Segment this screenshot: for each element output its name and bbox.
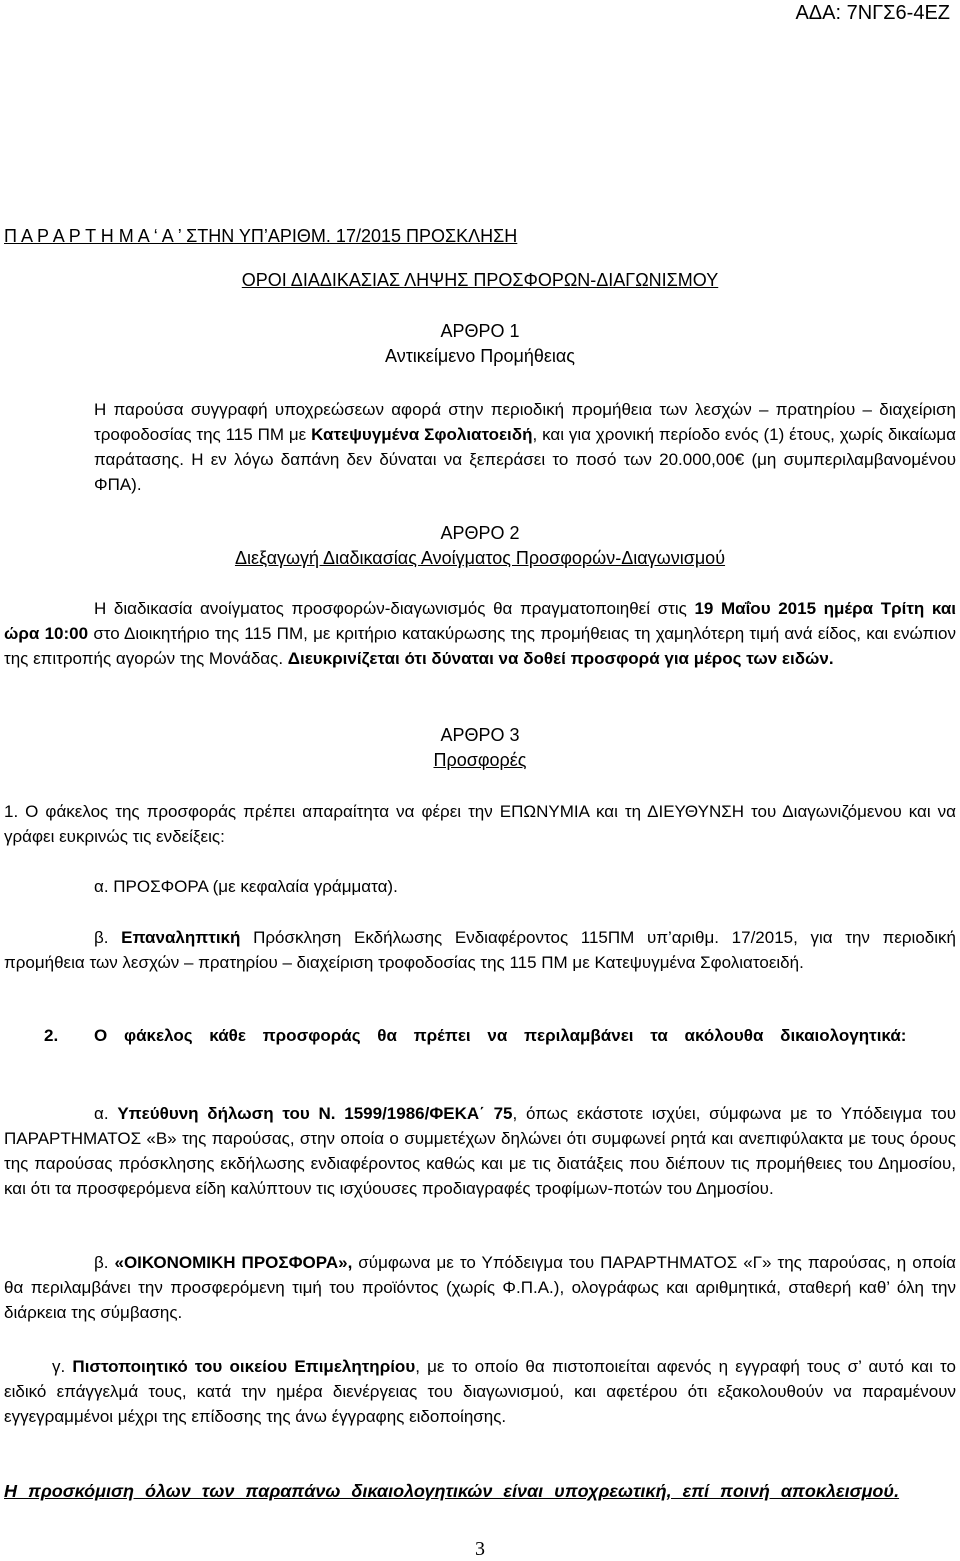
article3-subheading: Προσφορές <box>433 750 527 770</box>
article2-heading: ΑΡΘΡΟ 2 <box>440 523 520 543</box>
article3-p1b-text: Πρόσκληση Εκδήλωσης Ενδιαφέροντος 115ΠΜ υπ’αριθμ. 17/2015, για την περιοδική προμήθεια των λεσχών – πρατηρίου – διαχείριση τροφοδοσίας της 115 ΠΜ με Κατεψυγμένα Σφολιατοειδή. <box>4 928 956 972</box>
article3-p2b-text: σύμφωνα με το Υπόδειγμα του ΠΑΡΑΡΤΗΜΑΤΟΣ «Γ» της παρούσας, η οποία θα περιλαμβάνει την προσφερόμενη τιμή του προϊόντος (χωρίς Φ.Π.Α.), ολογράφως και αριθμητικά, σταθερή καθ’ όλη την διάρκεια της σύμβασης. <box>4 1253 957 1322</box>
article1-heading: ΑΡΘΡΟ 1 <box>440 321 520 341</box>
annex-title: Π Α Ρ Α Ρ Τ Η Μ Α ‘ Α ’ ΣΤΗΝ ΥΠ’ΑΡΙΘΜ. 17/2015 ΠΡΟΣΚΛΗΣΗ <box>4 226 518 246</box>
article2-text-a: Η διαδικασία ανοίγματος προσφορών-διαγωνισμός θα πραγματοποιηθεί στις <box>94 599 695 618</box>
terms-title: ΟΡΟΙ ΔΙΑΔΙΚΑΣΙΑΣ ΛΗΨΗΣ ΠΡΟΣΦΟΡΩΝ-ΔΙΑΓΩΝΙΣΜΟΥ <box>241 270 719 290</box>
article2-paragraph <box>4 596 956 671</box>
article3-p2 <box>4 1023 956 1048</box>
article3-p2a-prefix: α. <box>94 1104 118 1123</box>
article3-p2-num: 2. <box>44 1026 59 1045</box>
article3-p2a-bold: Υπεύθυνη δήλωση του Ν. 1599/1986/ΦΕΚΑ΄ 75 <box>117 1104 513 1123</box>
article3-heading: ΑΡΘΡΟ 3 <box>440 725 520 745</box>
ada-code: ΑΔΑ: 7ΝΓΣ6-4ΕΖ <box>795 2 950 24</box>
article3-p2c-text: , με το οποίο θα πιστοποιείται αφενός η εγγραφή τους σ’ αυτό και το ειδικό επάγγελμά τους, κατά την ημέρα διενέργειας του διαγωνισμού, και αφετέρου ότι εξακολουθούν να παραμένουν εγγεγραμμένοι μέχρι της επίδοσης της άνω έγγραφης ειδοποίησης. <box>4 1357 956 1426</box>
article3-p2c <box>4 1354 956 1429</box>
article2-text-b: στο Διοικητήριο της 115 ΠΜ, με κριτήριο κατακύρωσης της προμήθειας τη χαμηλότερη τιμή ανά είδος, και ενώπιον της επιτροπής αγορών της Μονάδας. <box>4 624 956 668</box>
article3-p1b-prefix: β. <box>94 928 122 947</box>
article2-subheading: Διεξαγωγή Διαδικασίας Ανοίγματος Προσφορών-Διαγωνισμού <box>234 548 726 568</box>
article3-p1: 1. Ο φάκελος της προσφοράς πρέπει απαραίτητα να φέρει την ΕΠΩΝΥΜΙΑ και τη ΔΙΕΥΘΥΝΣΗ του Διαγωνιζόμενου και να γράφει ευκρινώς τις ενδείξεις: <box>4 802 956 846</box>
article3-p1a: α. ΠΡΟΣΦΟΡΑ (με κεφαλαία γράμματα). <box>94 877 398 896</box>
article3-p2a <box>4 1101 956 1201</box>
article1-subheading: Αντικείμενο Προμήθειας <box>385 346 575 366</box>
article3-p2c-bold: Πιστοποιητικό του οικείου Επιμελητηρίου <box>72 1357 416 1376</box>
article1-text-bold: Κατεψυγμένα Σφολιατοειδή <box>311 425 533 444</box>
article2-note: Διευκρινίζεται ότι δύναται να δοθεί προσφορά για μέρος των ειδών. <box>287 649 834 668</box>
article1-paragraph <box>4 397 956 497</box>
article3-p2b-prefix: β. <box>94 1253 115 1272</box>
final-note: Η προσκόμιση όλων των παραπάνω δικαιολογητικών είναι υποχρεωτική, επί ποινή αποκλεισμού. <box>4 1481 900 1501</box>
article2-text-bold: 19 Μαΐου 2015 ημέρα Τρίτη και ώρα 10:00 <box>4 599 956 643</box>
article3-p2-bold: Ο φάκελος κάθε προσφοράς θα πρέπει να περιλαμβάνει τα ακόλουθα δικαιολογητικά: <box>94 1026 907 1045</box>
article1-text-a: Η παρούσα συγγραφή υποχρεώσεων αφορά στην περιοδική προμήθεια των λεσχών – πρατηρίου – διαχείριση τροφοδοσίας της 115 ΠΜ με <box>94 400 956 444</box>
article3-p2b <box>4 1250 956 1325</box>
article3-p2b-bold: «ΟΙΚΟΝΟΜΙΚΗ ΠΡΟΣΦΟΡΑ», <box>114 1253 353 1272</box>
article1-text-b: , και για χρονική περίοδο ενός (1) έτους, χωρίς δικαίωμα παράτασης. Η εν λόγω δαπάνη δεν δύναται να ξεπεράσει το ποσό των 20.000,00€ (μη συμπεριλαμβανομένου ΦΠΑ). <box>94 425 957 494</box>
page-number: 3 <box>475 1538 485 1560</box>
article3-p1b <box>4 925 956 975</box>
article3-p2c-prefix: γ. <box>52 1357 73 1376</box>
document-page <box>4 0 956 1558</box>
article3-p2a-text: , όπως εκάστοτε ισχύει, σύμφωνα με το Υπόδειγμα του ΠΑΡΑΡΤΗΜΑΤΟΣ «Β» της παρούσας, στην οποία ο συμμετέχων δηλώνει ότι συμφωνεί ρητά και ανεπιφύλακτα με τους όρους της παρούσας πρόσκλησης εκδήλωσης ενδιαφέροντος καθώς και με τις διατάξεις που διέπουν τις προμήθειες του Δημοσίου, και ότι τα προσφερόμενα είδη καλύπτουν τις ισχύουσες προδιαγραφές τροφίμων-ποτών του Δημοσίου. <box>4 1104 957 1198</box>
article3-p1b-bold: Επαναληπτική <box>121 928 241 947</box>
